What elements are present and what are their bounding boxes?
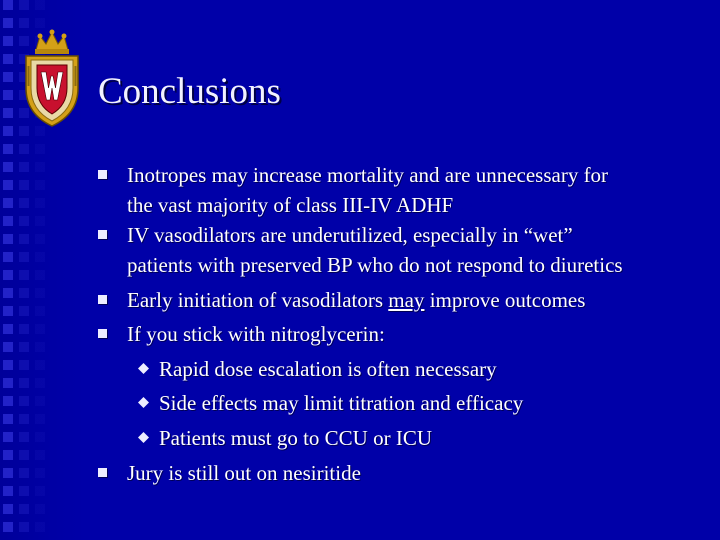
- diamond-bullet-icon: [138, 397, 149, 408]
- bullet-text-part: improve outcomes: [424, 288, 586, 312]
- bullet-text-line: patients with preserved BP who do not respond to diuretics: [127, 253, 623, 277]
- bullet-text-line: the vast majority of class III-IV ADHF: [127, 193, 454, 217]
- subbullet-item: [138, 386, 698, 420]
- bullet-item: [98, 317, 708, 351]
- bullet-item: [98, 456, 708, 490]
- bullet-text-line: IV vasodilators are underutilized, especially in “wet”: [127, 223, 573, 247]
- diamond-bullet-icon: [138, 432, 149, 443]
- bullet-text-part: Early initiation of vasodilators: [127, 288, 389, 312]
- subbullet-item: [138, 421, 698, 455]
- subbullet-item: [138, 352, 698, 386]
- emphasized-word: may: [388, 288, 425, 312]
- subbullet-text: Side effects may limit titration and efficacy: [159, 391, 524, 415]
- square-bullet-icon: [98, 170, 107, 179]
- bullet-text-line: Jury is still out on nesiritide: [127, 461, 361, 485]
- square-bullet-icon: [98, 329, 107, 338]
- bullet-text-line: Inotropes may increase mortality and are unnecessary for: [127, 163, 609, 187]
- subbullet-text: Patients must go to CCU or ICU: [159, 426, 433, 450]
- bullet-text-line: [127, 283, 585, 317]
- bullet-item: [98, 218, 708, 286]
- bullet-item: [98, 283, 708, 317]
- square-bullet-icon: [98, 230, 107, 239]
- bullet-item: [98, 158, 708, 226]
- diamond-bullet-icon: [138, 363, 149, 374]
- subbullet-text: Rapid dose escalation is often necessary: [159, 357, 497, 381]
- square-bullet-icon: [98, 295, 107, 304]
- slide-title: Conclusions: [98, 71, 281, 112]
- bullet-text-line: If you stick with nitroglycerin:: [127, 322, 385, 346]
- square-bullet-icon: [98, 468, 107, 477]
